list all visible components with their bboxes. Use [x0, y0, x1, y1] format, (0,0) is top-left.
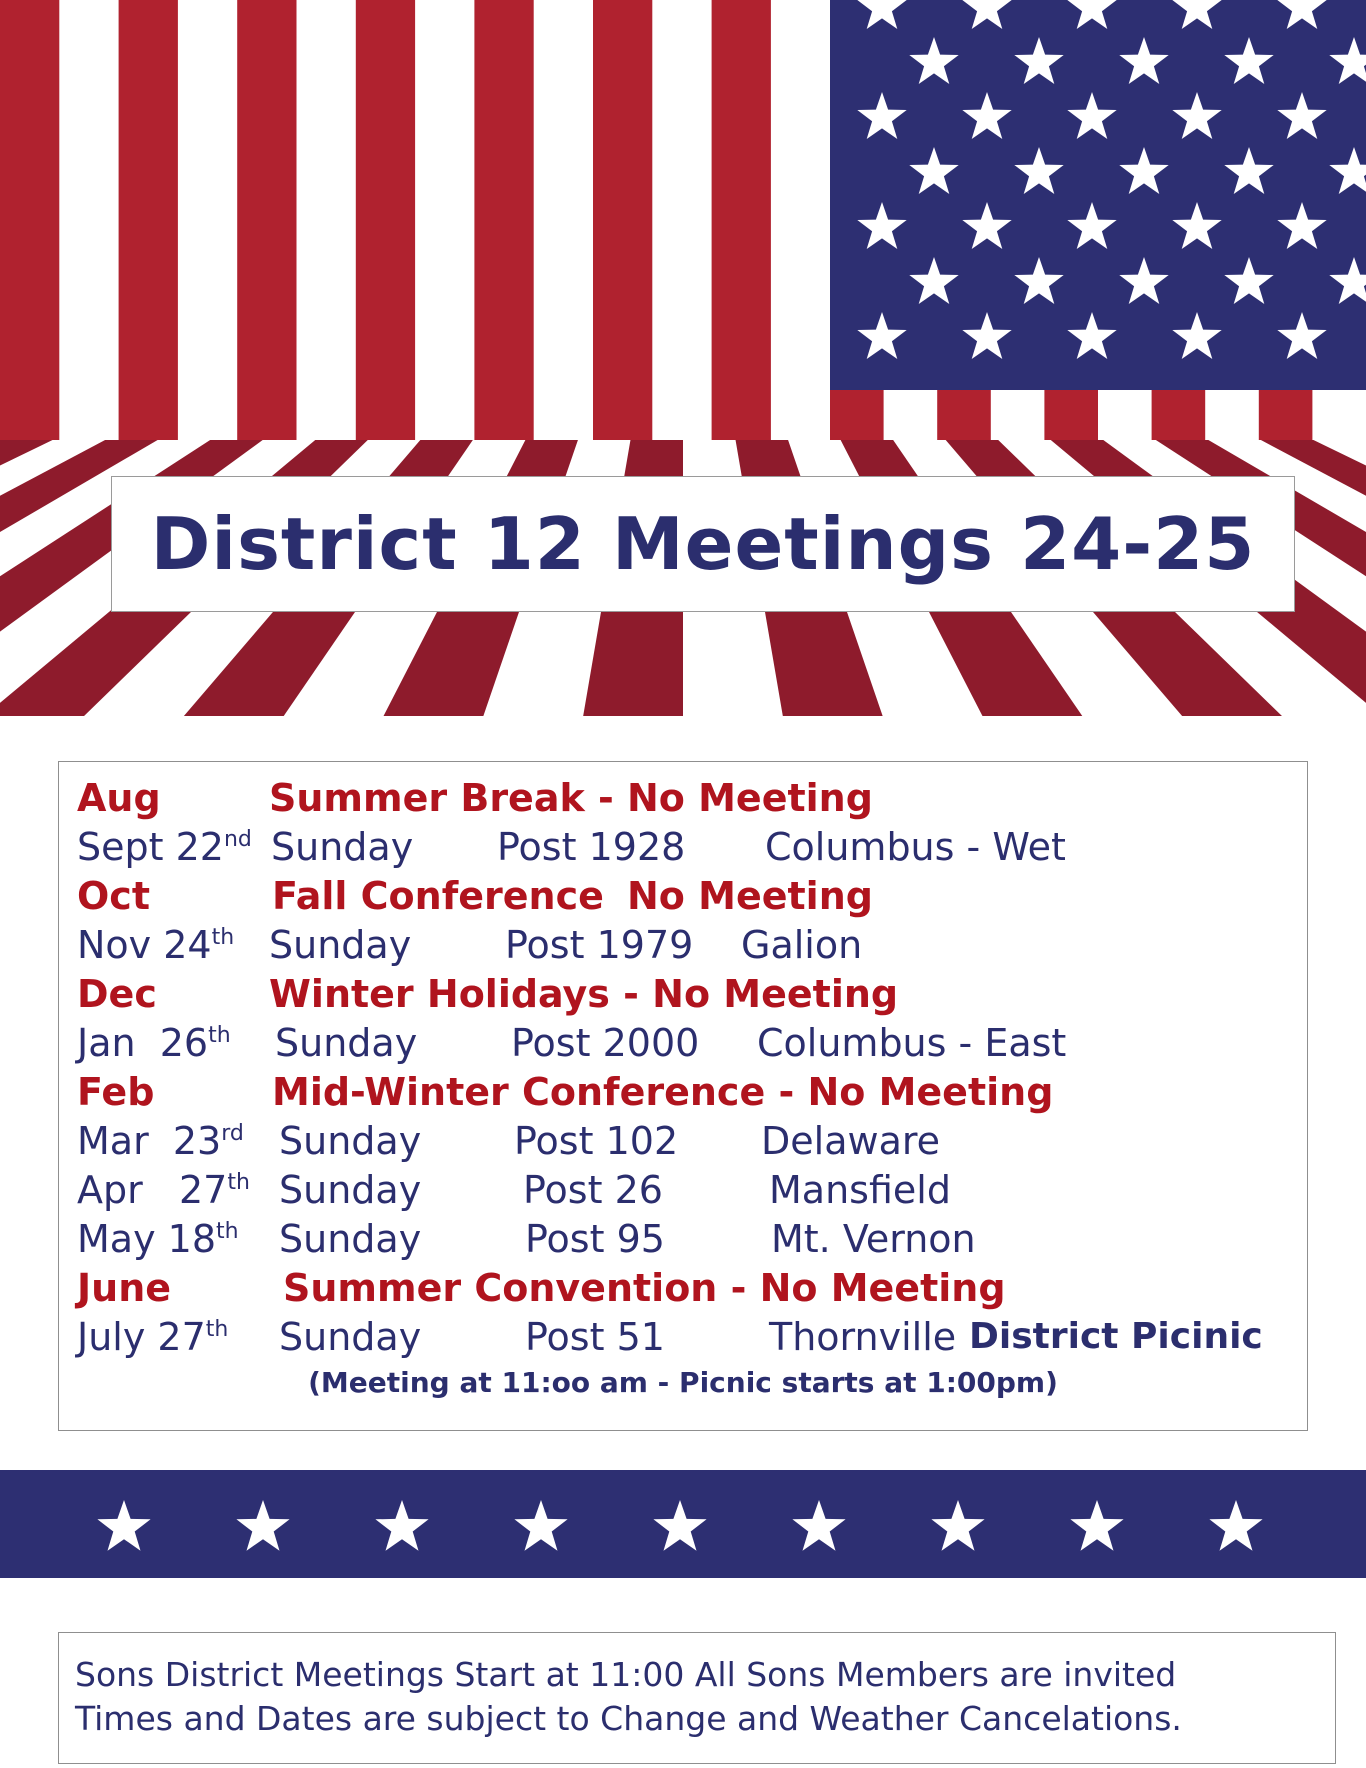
- event-status-label: No Meeting: [627, 874, 873, 918]
- flag-stripe: [593, 0, 652, 440]
- post-label: Post 2000: [511, 1021, 700, 1065]
- month-label: June: [77, 1266, 172, 1310]
- post-label: Post 1979: [505, 923, 694, 967]
- location-label: Galion: [741, 923, 863, 967]
- day-label: Sunday: [269, 923, 412, 967]
- date-label: Mar 23rd: [77, 1119, 244, 1163]
- day-label: Sunday: [271, 825, 414, 869]
- date-label: July 27th: [77, 1315, 229, 1359]
- post-label: Post 95: [525, 1217, 665, 1261]
- flag-stripe: [712, 0, 771, 440]
- page-title: District 12 Meetings 24-25: [150, 502, 1256, 586]
- day-label: Sunday: [279, 1168, 422, 1212]
- post-label: Post 102: [514, 1119, 679, 1163]
- date-label: Sept 22nd: [77, 825, 252, 869]
- location-label: Delaware: [761, 1119, 941, 1163]
- date-label: Nov 24th: [77, 923, 235, 967]
- month-label: Oct: [77, 874, 150, 918]
- month-label: Dec: [77, 972, 157, 1016]
- post-label: Post 1928: [497, 825, 686, 869]
- footer-notice: [58, 1632, 1336, 1764]
- date-label: Apr 27th: [77, 1168, 250, 1212]
- event-label: Summer Convention - No Meeting: [283, 1266, 1006, 1310]
- event-label: Winter Holidays - No Meeting: [269, 972, 899, 1016]
- date-label: Jan 26th: [77, 1021, 231, 1065]
- day-label: Sunday: [279, 1217, 422, 1261]
- post-label: Post 51: [525, 1315, 665, 1359]
- footer-line-1: Sons District Meetings Start at 11:00 All Sons Members are invited: [75, 1655, 1177, 1694]
- canton-stripe: [1152, 390, 1206, 440]
- schedule-panel: [58, 761, 1308, 1431]
- flag-stripe: [237, 0, 296, 440]
- footer-line-2: Times and Dates are subject to Change and Weather Cancelations.: [75, 1699, 1182, 1738]
- canton-stripe: [1044, 390, 1098, 440]
- flag-stripe: [0, 0, 59, 440]
- location-label: Thornville: [769, 1315, 957, 1359]
- meeting-time-note: (Meeting at 11:oo am - Picnic starts at 1:00pm): [308, 1366, 1058, 1399]
- day-label: Sunday: [275, 1021, 418, 1065]
- title-banner: [111, 476, 1295, 612]
- month-label: Feb: [77, 1070, 155, 1114]
- flag-stripe: [119, 0, 178, 440]
- location-label: Mt. Vernon: [771, 1217, 976, 1261]
- event-label: Mid-Winter Conference - No Meeting: [272, 1070, 1054, 1114]
- date-label: May 18th: [77, 1217, 239, 1261]
- flag-stripe: [356, 0, 415, 440]
- flag-stripe: [474, 0, 533, 440]
- location-label: Mansfield: [769, 1168, 951, 1212]
- event-label: Fall Conference: [272, 874, 604, 918]
- location-label: Columbus - East: [757, 1021, 1067, 1065]
- canton-stripe: [937, 390, 991, 440]
- day-label: Sunday: [279, 1315, 422, 1359]
- star-band: [0, 1470, 1366, 1578]
- post-label: Post 26: [523, 1168, 663, 1212]
- event-label: Summer Break - No Meeting: [269, 776, 873, 820]
- canton-stripe: [1259, 390, 1313, 440]
- picnic-label: District Picinic: [969, 1316, 1263, 1357]
- canton-stripe: [830, 390, 884, 440]
- day-label: Sunday: [279, 1119, 422, 1163]
- month-label: Aug: [77, 776, 161, 820]
- location-label: Columbus - Wet: [765, 825, 1066, 869]
